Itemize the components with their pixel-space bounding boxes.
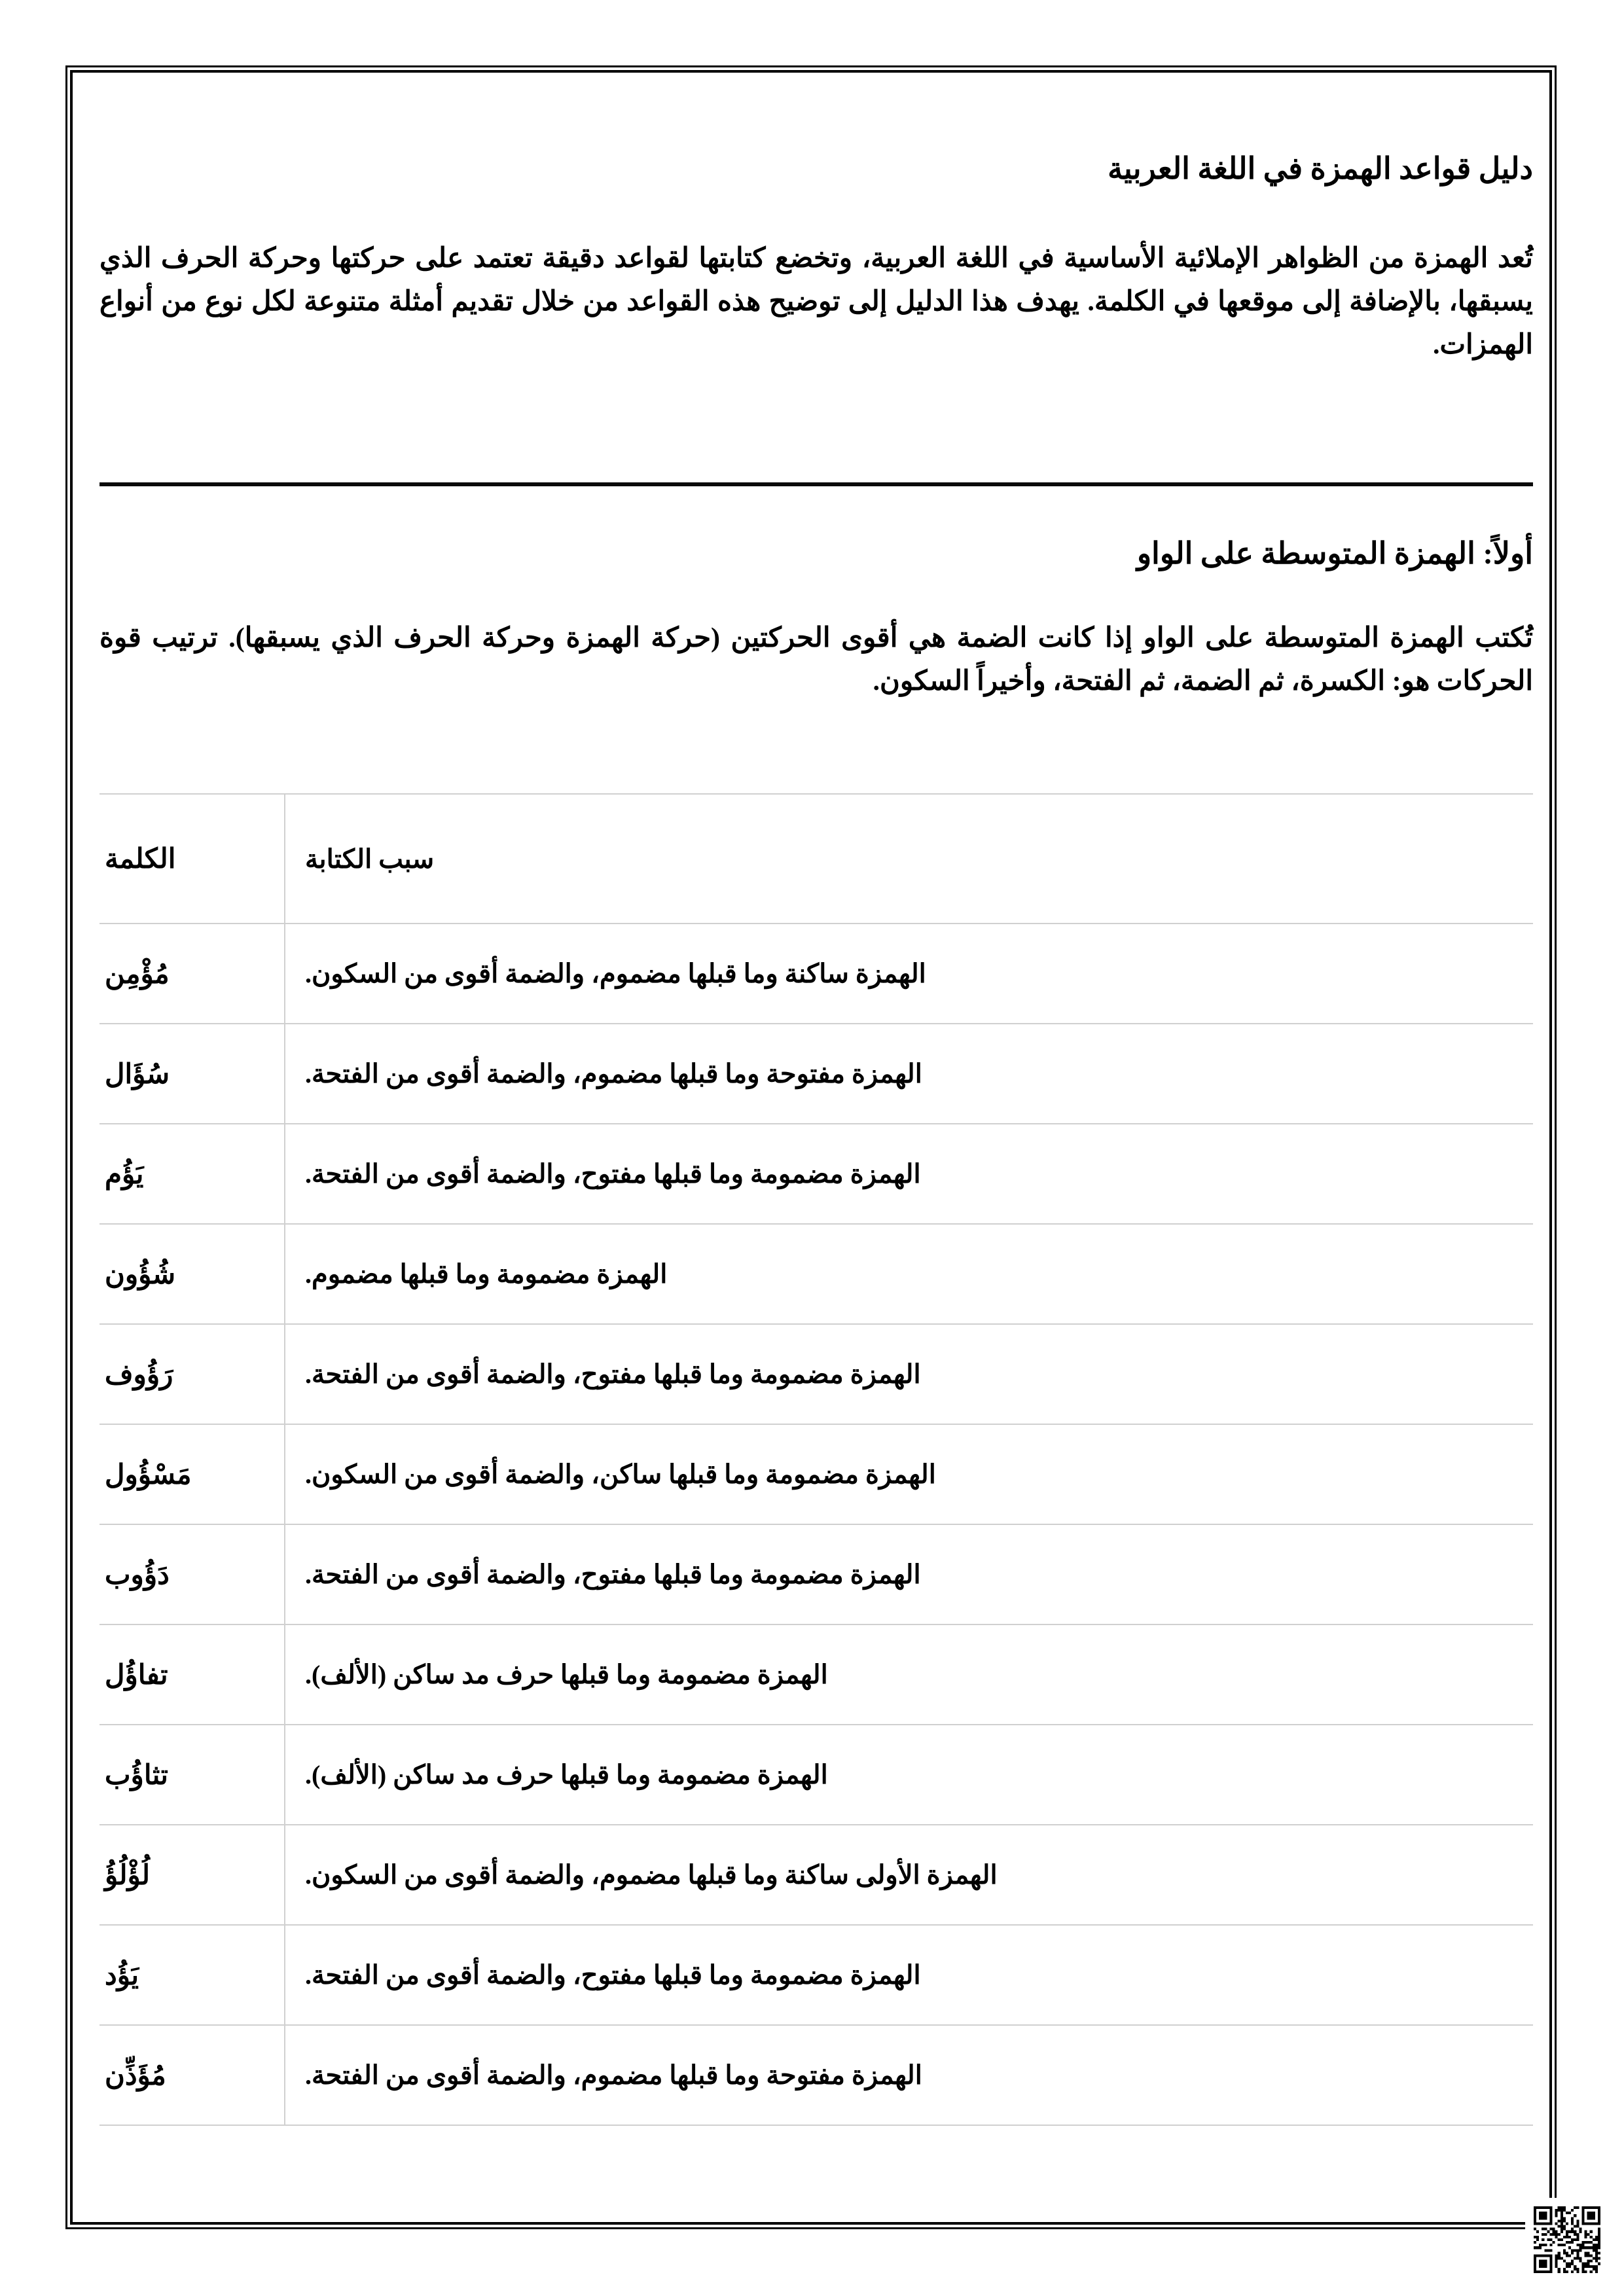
reason-cell: الهمزة ساكنة وما قبلها مضموم، والضمة أقوى من السكون. [305,959,926,988]
word-cell: شُؤُون [99,1225,285,1323]
intro-paragraph: تُعد الهمزة من الظواهر الإملائية الأساسية في اللغة العربية، وتخضع كتابتها لقواعد دقيقة تعتمد على حركتها وحركة الحرف الذي يسبقها، بالإضافة إلى موقعها في الكلمة. يهدف هذا الدليل إلى توضيح هذه القواعد من خلال تقديم أمثلة متنوعة لكل نوع من أنواع الهمزات. [99,243,1533,360]
reason-cell: الهمزة مفتوحة وما قبلها مضموم، والضمة أقوى من الفتحة. [305,1059,922,1088]
reason-cell: الهمزة مضمومة وما قبلها حرف مد ساكن (الألف). [305,1660,828,1689]
table-row [99,1625,1533,1725]
reason-cell: الهمزة مضمومة وما قبلها ساكن، والضمة أقوى من السكون. [305,1460,936,1489]
section-rule-paragraph: تُكتب الهمزة المتوسطة على الواو إذا كانت الضمة هي أقوى الحركتين (حركة الهمزة وحركة الحرف الذي يسبقها). ترتيب قوة الحركات هو: الكسرة، ثم الضمة، ثم الفتحة، وأخيراً السكون. [99,623,1533,696]
table-header-row [99,795,1533,924]
word-cell: دَؤُوب [99,1525,285,1624]
section-heading: أولاً: الهمزة المتوسطة على الواو [1136,537,1533,570]
word-cell: مُؤْمِن [99,924,285,1023]
table-row [99,2026,1533,2126]
table-row [99,1124,1533,1225]
table-row [99,1926,1533,2026]
table-row [99,1325,1533,1425]
reason-column-header: سبب الكتابة [305,844,435,874]
word-cell: سُؤَال [99,1024,285,1123]
hamza-examples-table [99,793,1533,2126]
word-cell: رَؤُوف [99,1325,285,1424]
table-row [99,1825,1533,1926]
table-body [99,924,1533,2126]
table-row [99,1225,1533,1325]
word-cell: مُؤَذِّن [99,2026,285,2125]
word-cell: مَسْؤُول [99,1425,285,1524]
word-cell: يَؤُم [99,1124,285,1223]
word-cell: يَؤُد [99,1926,285,2024]
reason-cell: الهمزة مضمومة وما قبلها مفتوح، والضمة أقوى من الفتحة. [305,1560,921,1589]
reason-cell: الهمزة مضمومة وما قبلها مفتوح، والضمة أقوى من الفتحة. [305,1359,921,1389]
reason-cell: الهمزة مضمومة وما قبلها مضموم. [305,1259,668,1289]
reason-cell: الهمزة مضمومة وما قبلها مفتوح، والضمة أقوى من الفتحة. [305,1159,921,1189]
reason-cell: الهمزة مضمومة وما قبلها حرف مد ساكن (الألف). [305,1760,828,1789]
table-row [99,1425,1533,1525]
reason-cell: الهمزة الأولى ساكنة وما قبلها مضموم، والضمة أقوى من السكون. [305,1860,998,1890]
word-cell: لُؤْلُؤُ [99,1825,285,1924]
table-row [99,924,1533,1024]
table-row [99,1024,1533,1124]
word-column-header: الكلمة [99,795,285,923]
section-divider [99,482,1533,486]
table-row [99,1525,1533,1625]
reason-cell: الهمزة مفتوحة وما قبلها مضموم، والضمة أقوى من الفتحة. [305,2060,922,2090]
word-cell: تفاؤُل [99,1625,285,1724]
reason-cell: الهمزة مضمومة وما قبلها مفتوح، والضمة أقوى من الفتحة. [305,1960,921,1990]
word-cell: تثاؤُب [99,1725,285,1824]
table-row [99,1725,1533,1825]
qr-code-icon [1525,2198,1609,2282]
page-title: دليل قواعد الهمزة في اللغة العربية [1108,152,1533,185]
